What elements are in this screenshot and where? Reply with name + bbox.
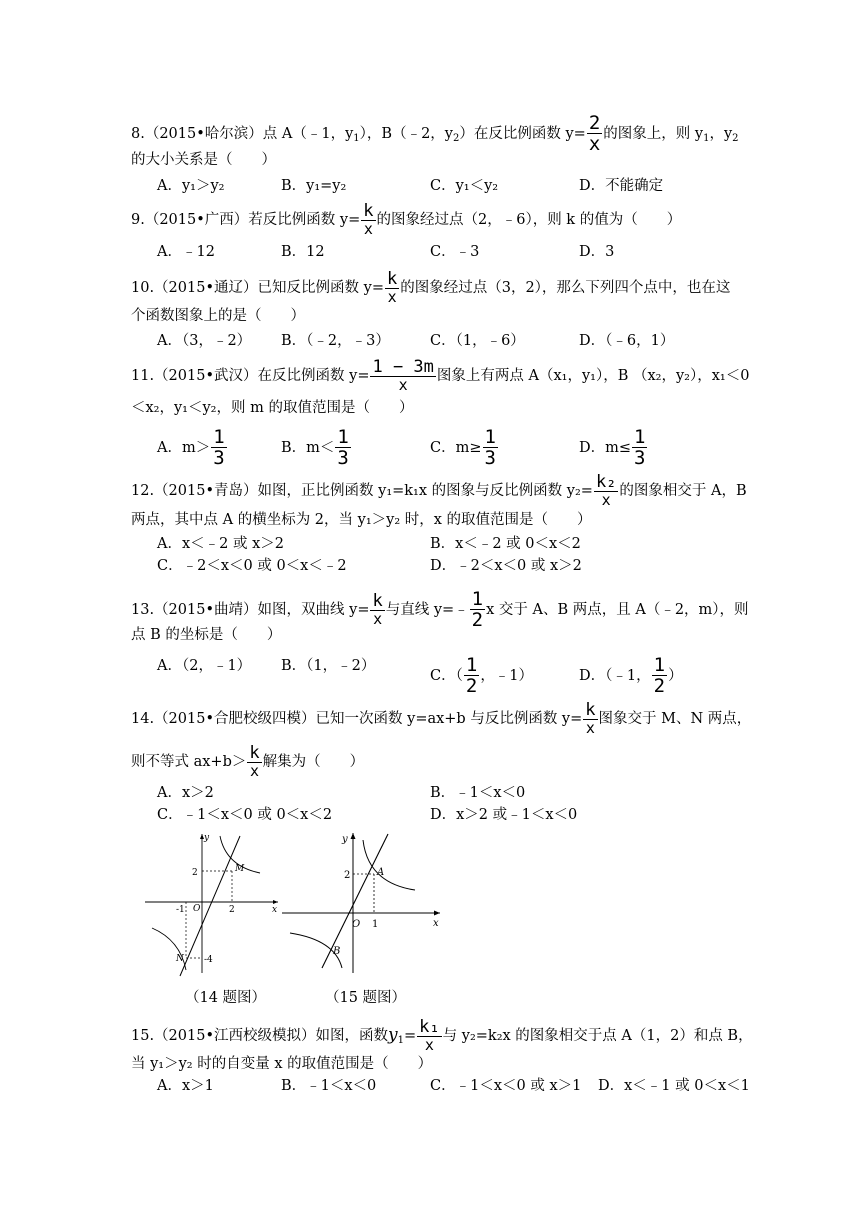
q10-fraction: $\frac{k}{x}$ [386, 269, 398, 306]
q13-option-a: A．（2，﹣1） [157, 658, 252, 674]
q12-option-b: B．x＜﹣2 或 0＜x＜2 [430, 536, 581, 552]
q12-option-d: D．﹣2＜x＜0 或 x＞2 [430, 558, 582, 574]
q9-line1: 9.（2015•广西）若反比例函数 y= $\frac{k}{x}$ 的图象经过点（2，﹣6），则 k 的值为（ ） [131, 201, 682, 238]
q8-fraction: $\frac{2}{x}$ [588, 112, 601, 155]
q11-fraction: $\frac{1 - 3m}{x}$ [372, 357, 434, 394]
q11-option-b: B．m＜ $\frac{1}{3}$ [281, 426, 349, 469]
fig14-tick-neg1: -1 [176, 905, 185, 915]
q11-line2: ＜x₂，y₁＜y₂，则 m 的取值范围是（ ） [131, 400, 414, 416]
q13-line1: 13.（2015•曲靖）如图，双曲线 y= $\frac{k}{x}$ 与直线 y=﹣ $\frac{1}{2}$ x 交于 A、B 两点，且 A（﹣2，m），则 [131, 588, 749, 631]
fig14-point-n: N [176, 954, 184, 964]
q9-option-a: A．﹣12 [157, 244, 215, 260]
q10-option-a: A．（3，﹣2） [157, 333, 252, 349]
q12-option-c: C．﹣2＜x＜0 或 0＜x＜﹣2 [157, 558, 347, 574]
fig15-tick-2: 2 [344, 870, 351, 881]
q15-option-a: A．x＞1 [157, 1078, 214, 1094]
q11-option-d: D．m≤ $\frac{1}{3}$ [579, 426, 646, 469]
q10-option-b: B．（﹣2，﹣3） [281, 333, 390, 349]
q13-option-b: B．（1，﹣2） [281, 658, 376, 674]
q9-fraction: $\frac{k}{x}$ [363, 201, 374, 238]
q14-fraction: $\frac{k}{x}$ [585, 700, 596, 737]
q13-fraction-half: $\frac{1}{2}$ [471, 588, 484, 631]
q11-option-c: C．m≥ $\frac{1}{3}$ [430, 426, 496, 469]
q14-option-a: A．x＞2 [157, 785, 214, 801]
q8-line2: 的大小关系是（ ） [131, 152, 276, 168]
fig15-point-a: A [377, 867, 385, 878]
q13-fraction-k: $\frac{k}{x}$ [372, 591, 383, 628]
q14-line1: 14.（2015•合肥校级四模）已知一次函数 y=ax+b 与反比例函数 y= $\frac{k}{x}$ 图象交于 M、N 两点， [131, 700, 752, 737]
figure-14-caption: （14 题图） [185, 990, 267, 1006]
q13-option-d: D．（﹣1， $\frac{1}{2}$ ） [579, 654, 683, 697]
q8-option-c: C．y₁＜y₂ [430, 178, 499, 194]
q12-fraction: $\frac{\text{k₂}}{x}$ [595, 472, 617, 509]
q9-option-c: C．﹣3 [430, 244, 480, 260]
fig14-y-label: y [204, 833, 210, 843]
fig15-tick-1: 1 [372, 919, 379, 930]
q15-option-b: B．﹣1＜x＜0 [281, 1078, 377, 1094]
fig14-x-label: x [272, 905, 278, 915]
q12-option-a: A．x＜﹣2 或 x＞2 [157, 536, 284, 552]
q9-option-b: B．12 [281, 244, 325, 260]
q14-option-d: D．x＞2 或﹣1＜x＜0 [430, 807, 578, 823]
fig14-point-m: M [235, 864, 245, 874]
q11-option-a: A．m＞ $\frac{1}{3}$ [157, 426, 225, 469]
q15-fraction: $\frac{\text{k₁}}{x}$ [419, 1017, 440, 1054]
q13-option-c: C．（ $\frac{1}{2}$ ，﹣1） [430, 654, 534, 697]
figure-15 [280, 828, 445, 976]
fig15-y-label: y [342, 834, 348, 845]
q10-option-c: C．（1，﹣6） [430, 333, 525, 349]
q12-line2: 两点，其中点 A 的横坐标为 2，当 y₁＞y₂ 时，x 的取值范围是（ ） [131, 512, 592, 528]
q15-option-d: D．x＜﹣1 或 0＜x＜1 [598, 1078, 750, 1094]
q8-option-b: B．y₁=y₂ [281, 178, 347, 194]
q10-line1: 10.（2015•通辽）已知反比例函数 y= $\frac{k}{x}$ 的图象经过点（3，2），那么下列四个点中，也在这 [131, 269, 731, 306]
q15-line2: 当 y₁＞y₂ 时的自变量 x 的取值范围是（ ） [131, 1056, 433, 1072]
fig15-point-b: B [333, 946, 341, 957]
q15-option-c: C．﹣1＜x＜0 或 x＞1 [430, 1078, 582, 1094]
q14-fraction-2: $\frac{k}{x}$ [249, 743, 260, 780]
q8-line1: 8.（2015•哈尔滨）点 A（﹣1，$y_1$），B（﹣2，$y_2$）在反比例函数 y= $\frac{2}{x}$ 的图象上，则 $y_1$，$y_2$ [131, 112, 739, 155]
q9-option-d: D．3 [579, 244, 615, 260]
q14-option-c: C．﹣1＜x＜0 或 0＜x＜2 [157, 807, 333, 823]
fig14-tick-2x: 2 [229, 905, 235, 915]
fig14-origin-label: O [193, 904, 201, 914]
q12-line1: 12.（2015•青岛）如图，正比例函数 y₁=k₁x 的图象与反比例函数 y₂= $\frac{\text{k₂}}{x}$ 的图象相交于 A，B [131, 472, 747, 509]
fig14-tick-2y: 2 [192, 868, 198, 878]
q8-option-d: D．不能确定 [579, 178, 664, 194]
q11-line1: 11.（2015•武汉）在反比例函数 y= $\frac{1 - 3m}{x}$ 图象上有两点 A（x₁，y₁），B （x₂，y₂），x₁＜0 [131, 357, 750, 394]
q13-line2: 点 B 的坐标是（ ） [131, 627, 282, 643]
q14-line2: 则不等式 ax+b＞ $\frac{k}{x}$ 解集为（ ） [131, 743, 365, 780]
q10-line2: 个函数图象上的是（ ） [131, 308, 305, 324]
figure-14 [140, 828, 285, 978]
fig15-x-label: x [433, 918, 439, 929]
figure-15-caption: （15 题图） [325, 990, 407, 1006]
fig14-tick-neg4: -4 [204, 955, 213, 965]
q10-option-d: D．（﹣6，1） [579, 333, 675, 349]
q15-line1: 15.（2015•江西校级模拟）如图，函数$y_1=$ $\frac{\text{k₁}}{x}$ 与 y₂=k₂x 的图象相交于点 A（1，2）和点 B， [131, 1017, 753, 1054]
q14-option-b: B．﹣1＜x＜0 [430, 785, 526, 801]
fig15-origin-label: O [352, 919, 361, 930]
q8-option-a: A．y₁＞y₂ [157, 178, 225, 194]
